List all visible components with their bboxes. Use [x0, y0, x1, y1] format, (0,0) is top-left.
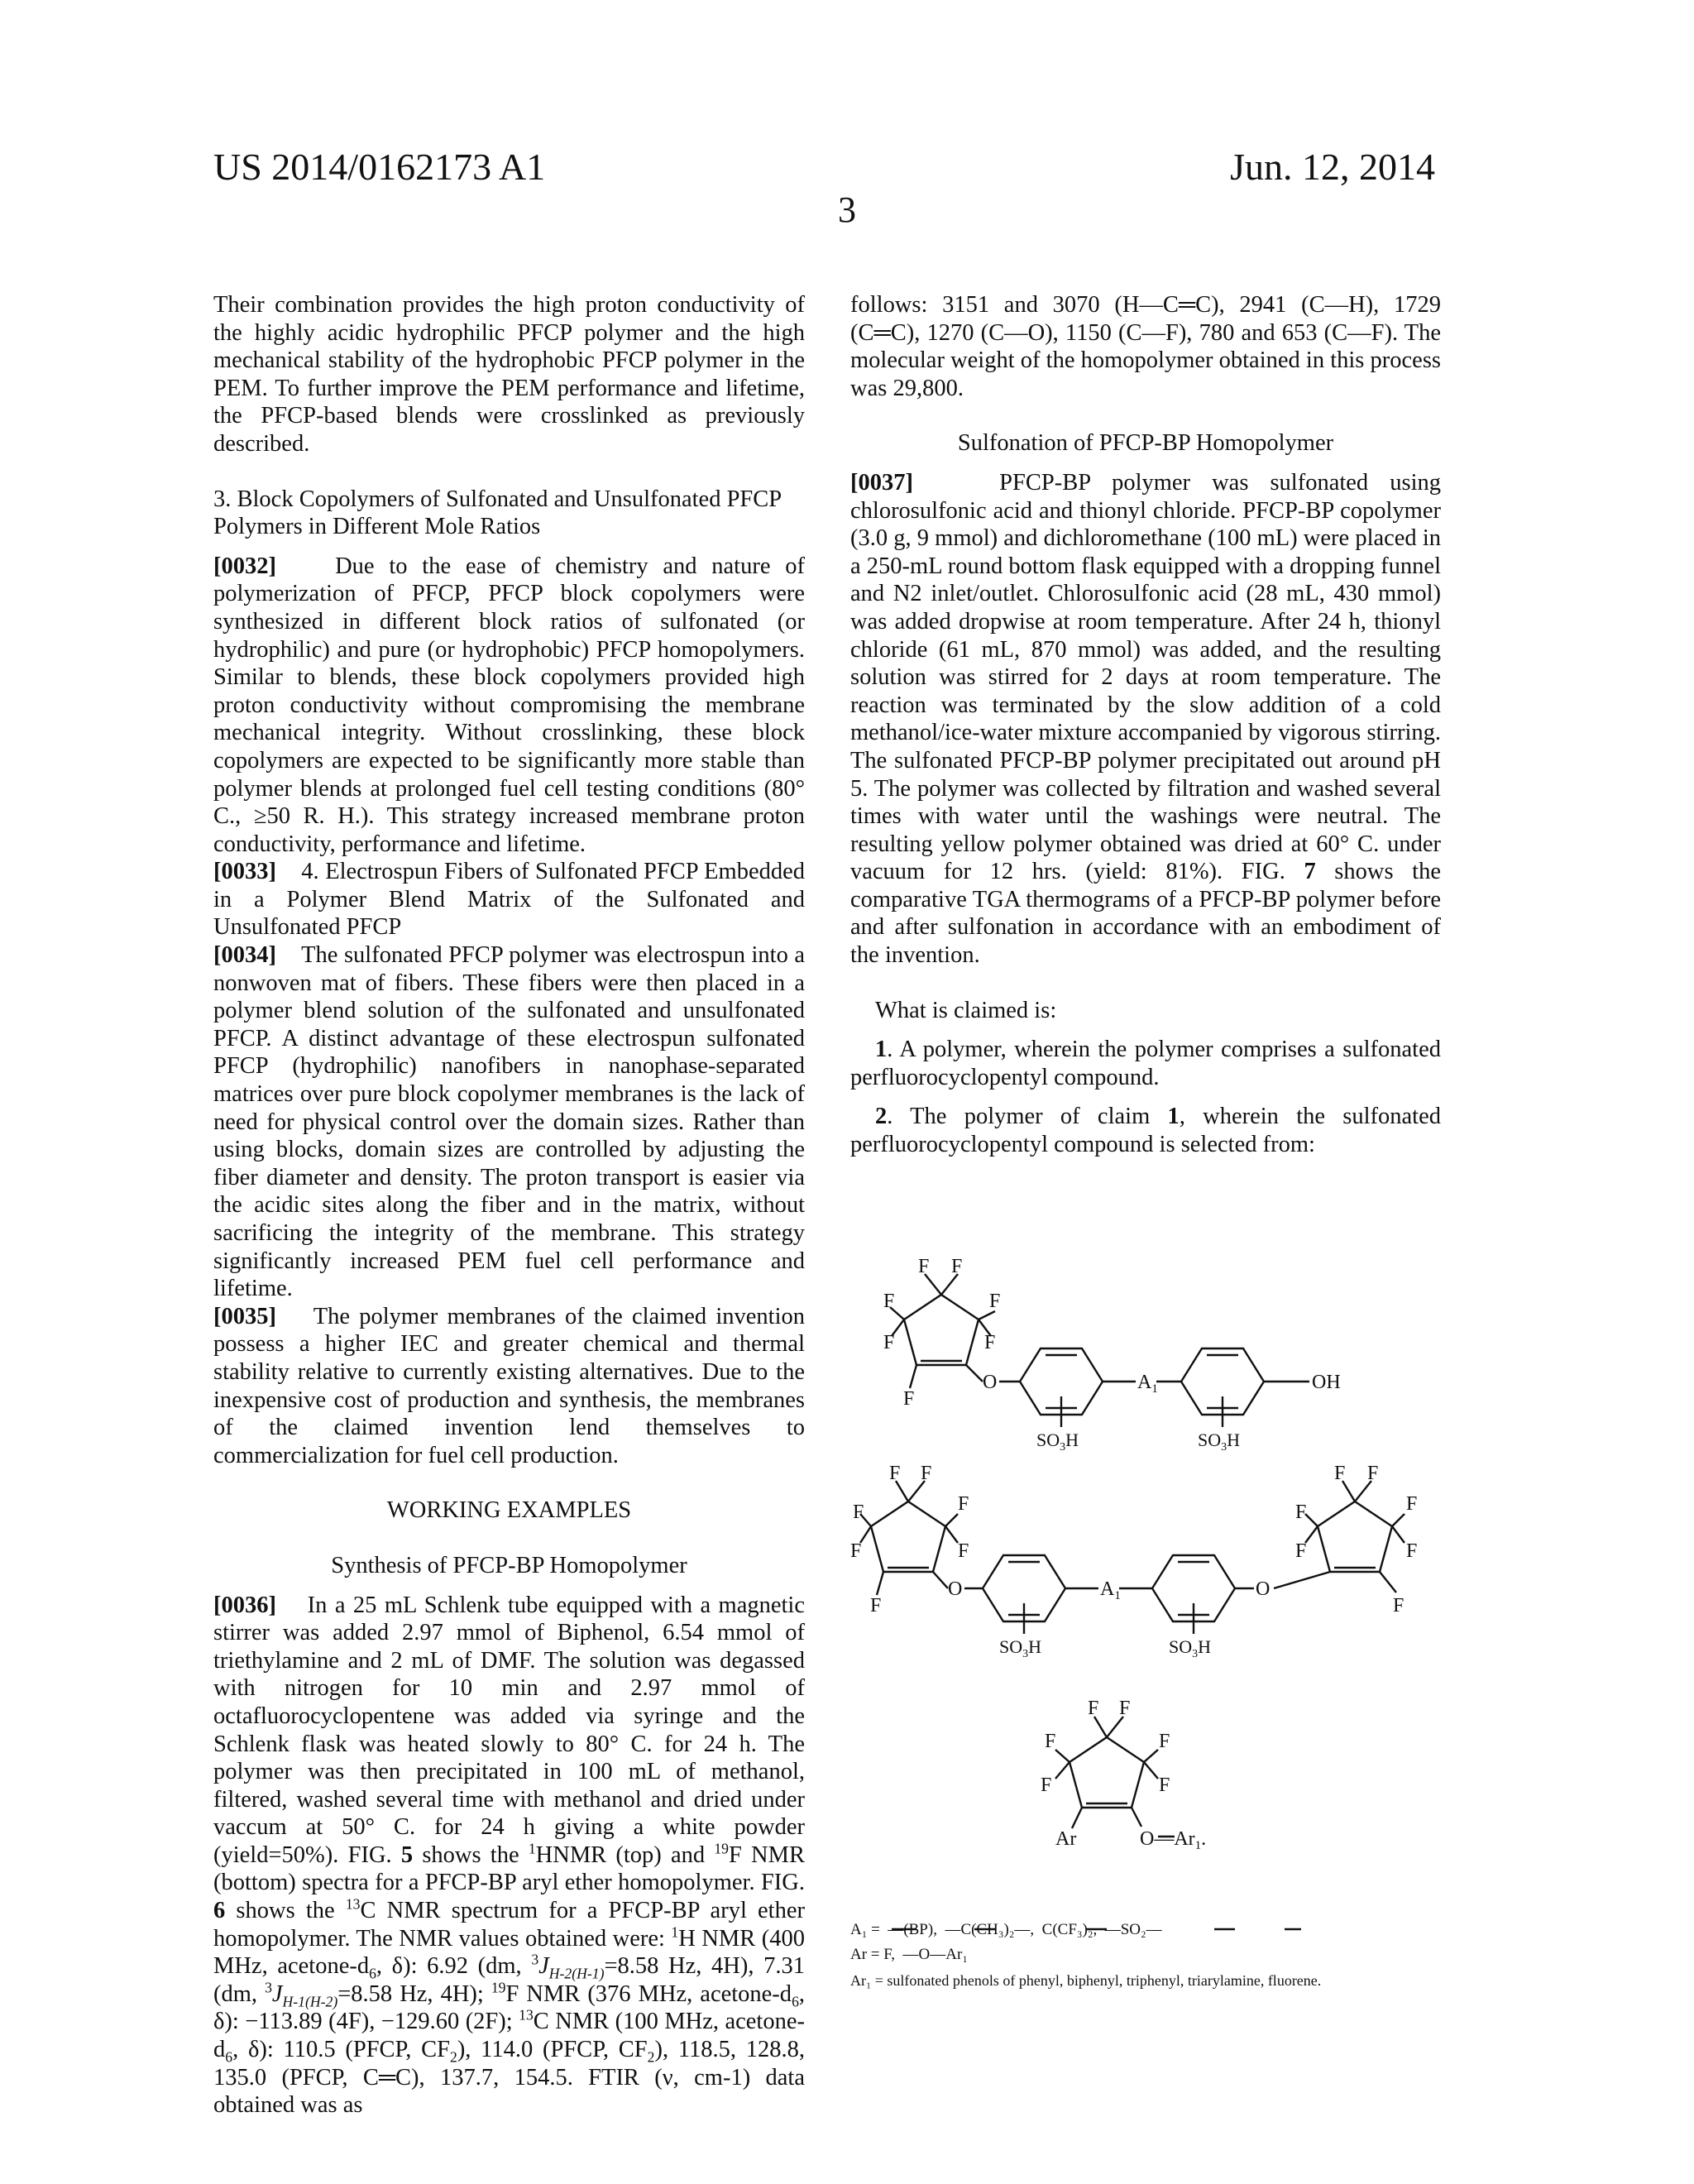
fluorine-label: F [951, 1257, 963, 1277]
text-run: HNMR (top) and [535, 1842, 715, 1868]
legend-ar1: Ar₁ = sulfonated phenols of phenyl, biphenyl, triphenyl, triarylamine, fluorene. [850, 1972, 1322, 1989]
legend-a1: A₁ = —(BP), —C(CH₃)₂—, C(CF₃)₂, —SO₂— [850, 1921, 1162, 1938]
fluorine-label: F [1334, 1463, 1346, 1484]
fluorine-label: F [989, 1291, 1001, 1312]
claim-reference: 1 [1167, 1104, 1180, 1130]
fluorine-label: F [870, 1595, 882, 1616]
text-run: =8.58 Hz, 4H), 7.31 (dm, [213, 1953, 805, 2007]
fluorine-label: F [883, 1332, 895, 1353]
superscript: 13 [519, 2006, 534, 2024]
fluorine-label: F [1045, 1731, 1056, 1752]
fluorine-label: F [1041, 1774, 1052, 1796]
fluorine-label: F [1295, 1540, 1307, 1562]
subscript: H-1(H-2) [282, 1993, 338, 2010]
legend-ar: Ar = F, —O—Ar₁ [850, 1946, 968, 1963]
text-run: F NMR (376 MHz, acetone-d [505, 1980, 792, 2007]
hydroxyl-label: OH [1312, 1372, 1341, 1393]
superscript: 13 [345, 1895, 361, 1913]
paragraph-number: [0037] [850, 469, 913, 496]
fluorine-label: F [1367, 1463, 1379, 1484]
fluorine-label: F [918, 1257, 930, 1277]
sulfonic-acid-label: $SO_3H$ [1169, 1636, 1212, 1660]
paragraph-0034 [213, 941, 805, 1303]
a1-label: $A_1$ [1100, 1578, 1121, 1602]
paragraph-0033 [213, 858, 805, 941]
paragraph-0032 [213, 553, 805, 859]
oxygen-label: O [1256, 1578, 1270, 1600]
superscript: 1 [528, 1840, 536, 1857]
claim-number: 1 [875, 1037, 888, 1063]
coupling-symbol: J [538, 1953, 549, 1980]
sulfonation-heading: Sulfonation of PFCP-BP Homopolymer [957, 430, 1334, 457]
paragraph-0037 [850, 469, 1441, 970]
page-number: 3 [838, 189, 856, 230]
subscript: 6 [792, 1993, 799, 2010]
sulfonic-acid-label: $SO_3H$ [1198, 1430, 1241, 1454]
right-column [850, 291, 1441, 1159]
paragraph-number: [0032] [213, 553, 276, 579]
fluorine-label: F [853, 1502, 864, 1523]
fluorine-label: F [921, 1463, 932, 1484]
paragraph-0035 [213, 1303, 805, 1470]
text-run: H NMR (400 MHz, acetone-d [213, 1925, 805, 1980]
superscript: 19 [490, 1979, 506, 1996]
text-run: shows the [225, 1898, 346, 1924]
working-examples-heading: WORKING EXAMPLES [386, 1497, 632, 1524]
claim-2 [850, 1103, 1441, 1158]
sulfonic-acid-label: $SO_3H$ [1036, 1430, 1079, 1454]
superscript: 3 [265, 1979, 272, 1996]
fluorine-label: F [889, 1463, 901, 1484]
subscript: 6 [225, 2048, 233, 2066]
superscript: 3 [531, 1951, 539, 1968]
fluorine-label: F [1406, 1540, 1418, 1562]
subscript: 6 [369, 1965, 376, 1982]
subscript: H-2(H-1) [548, 1965, 605, 1982]
paragraph-number: [0036] [213, 1592, 276, 1618]
a1-label: $A_1$ [1137, 1372, 1158, 1396]
text-run: C NMR spectrum for a PFCP-BP aryl ether homopolymer. The NMR values obtained were: [213, 1898, 805, 1952]
chemical-structures-svg [850, 1257, 1441, 2002]
text-run: shows the comparative TGA thermograms of a PFCP-BP polymer before and after sulfonation in accordance with an embodiment of the invention. [850, 859, 1441, 969]
text-run: In a 25 mL Schlenk tube equipped with a magnetic stirrer was added 2.97 mmol of Biphenol, 6.54 mmol of triethylamine and 2 mL of DMF. The solution was degassed with nitrogen for 10 min and 2.97 mmol of octafluorocyclopentene was added via syringe and the Schlenk flask was heated slowly to 80° C. for 24 h. The polymer was then precipitated in 100 mL of methanol, filtered, washed several time with methanol and dried under vaccum at 50° C. for 24 h giving a white powder (yield=50%). FIG. [213, 1592, 805, 1868]
fluorine-label: F [1393, 1595, 1404, 1616]
paragraph-text: The polymer membranes of the claimed invention possess a higher IEC and greater chemical and thermal stability relative to currently existing alternatives. Due to the inexpensive cost of production and synthesis, the membranes of the claimed invention lend themselves to commercialization for fuel cell production. [213, 1303, 805, 1468]
text-run: =8.58 Hz, 4H); [337, 1980, 491, 2007]
oxygen-label: O [948, 1578, 963, 1600]
figure-ref: 6 [213, 1898, 226, 1924]
claims-intro: What is claimed is: [875, 997, 1057, 1023]
superscript: 19 [714, 1840, 729, 1857]
fluorine-label: F [984, 1332, 996, 1353]
fluorine-label: F [1088, 1698, 1099, 1719]
publication-date: Jun. 12, 2014 [1230, 146, 1435, 188]
claim-text: , wherein the sulfonated perfluorocyclopentyl compound is selected from: [850, 1104, 1441, 1158]
text-run: PFCP-BP polymer was sulfonated using chlorosulfonic acid and thionyl chloride. PFCP-BP copolymer (3.0 g, 9 mmol) and dichloromethane (100 mL) were placed in a 250-mL round bottom flask equipped with a dropping funnel and N2 inlet/outlet. Chlorosulfonic acid (28 mL, 430 mmol) was added dropwise at room temperature. After 24 h, thionyl chloride (61 mL, 870 mmol) was added, and the resulting solution was stirred for 2 days at room temperature. The reaction was terminated by the slow addition of a cold methanol/ice-water mixture accompanied by vigorous stirring. The sulfonated PFCP-BP polymer precipitated out around pH 5. The polymer was collected by filtration and washed several times with water until the washings were neutral. The resulting yellow polymer obtained was dried at 60° C. under vacuum for 12 hrs. (yield: 81%). FIG. [850, 469, 1441, 885]
figure-ref: 7 [1304, 859, 1316, 885]
left-column [213, 291, 805, 2119]
patent-number: US 2014/0162173 A1 [213, 146, 546, 188]
fluorine-label: F [958, 1493, 969, 1515]
paragraph-text: Due to the ease of chemistry and nature of polymerization of PFCP, PFCP block copolymers were synthesized in different block ratios of sulfonated (or hydrophilic) and pure (or hydrophobic) PFCP homopolymers. Similar to blends, these block copolymers provided high proton conductivity without compromising the membrane mechanical integrity. Without crosslinking, these block copolymers are expected to be significantly more stable than polymer blends at prolonged fuel cell testing conditions (80° C., ≥50 R. H.). This strategy increased membrane proton conductivity, performance and lifetime. [213, 553, 805, 857]
fluorine-label: F [958, 1540, 969, 1562]
paragraph-text: The sulfonated PFCP polymer was electrospun into a nonwoven mat of fibers. These fibers were then placed in a polymer blend solution of the sulfonated and unsulfonated PFCP. A distinct advantage of these electrospun sulfonated PFCP (hydrophilic) nanofibers in nanophase-separated matrices over pure block copolymer membranes is the lack of need for physical control over the domain sizes. Rather than using blocks, domain sizes are controlled by adjusting the fiber diameter and density. The proton transport is easier via the acidic sites along the fiber and in the matrix, without sacrificing the integrity of the membrane. This strategy significantly increased PEM fuel cell performance and lifetime. [213, 942, 805, 1302]
intro-paragraph: Their combination provides the high proton conductivity of the highly acidic hydrophilic PFCP polymer and the high mechanical stability of the hydrophobic PFCP polymer in the PEM. To further improve the PEM performance and lifetime, the PFCP-based blends were crosslinked as previously described. [213, 292, 805, 457]
paragraph-number: [0034] [213, 942, 276, 969]
fluorine-label: F [1159, 1774, 1170, 1796]
section-3-heading: 3. Block Copolymers of Sulfonated and Unsulfonated PFCP Polymers in Different Mole Ratios [213, 486, 782, 540]
coupling-symbol: J [271, 1980, 283, 2007]
sulfonic-acid-label: $SO_3H$ [999, 1636, 1042, 1660]
paragraph-number: [0035] [213, 1303, 276, 1329]
figure-ref: 5 [400, 1842, 414, 1868]
claim-number: 2 [875, 1104, 888, 1130]
text-run: , δ): 6.92 (dm, [376, 1953, 532, 1980]
text-run: ), 118.5, 128.8, 135.0 (PFCP, C═C), 137.7, 154.5. FTIR (ν, cm-1) data obtained was as [213, 2037, 806, 2119]
fluorine-label: F [903, 1388, 915, 1410]
text-run: F NMR (bottom) spectra for a PFCP-BP aryl ether homopolymer. FIG. [213, 1842, 805, 1896]
paragraph-number: [0033] [213, 859, 276, 885]
text-run: shows the [413, 1842, 529, 1868]
aryl-label: Ar [1055, 1828, 1077, 1850]
fluorine-label: F [883, 1291, 895, 1312]
fluorine-label: F [1159, 1731, 1170, 1752]
text-run: C NMR (100 MHz, acetone-d [213, 2009, 805, 2063]
synthesis-heading: Synthesis of PFCP-BP Homopolymer [331, 1552, 687, 1578]
paragraph-0036-continued: follows: 3151 and 3070 (H—C═C), 2941 (C—H), 1729 (C═C), 1270 (C—O), 1150 (C—F), 780 and 653 (C—F). The molecular weight of the homopolymer obtained in this process was 29,800. [850, 292, 1441, 401]
paragraph-text: 4. Electrospun Fibers of Sulfonated PFCP Embedded in a Polymer Blend Matrix of the Sulfonated and Unsulfonated PFCP [213, 859, 805, 941]
fluorine-label: F [1295, 1502, 1307, 1523]
subscript: 2 [449, 2048, 457, 2066]
text-run: , δ): −113.89 (4F), −129.60 (2F); [213, 1980, 806, 2035]
fluorine-label: F [850, 1540, 862, 1562]
chemical-structures [850, 1257, 1441, 2002]
oxygen-label: O [983, 1372, 998, 1393]
claim-text: . The polymer of claim [887, 1104, 1168, 1130]
fluorine-label: F [1119, 1698, 1131, 1719]
subscript: 2 [647, 2048, 655, 2066]
aryloxy-label: $O—Ar_1$. [1140, 1828, 1207, 1852]
paragraph-0036 [213, 1592, 805, 2119]
fluorine-label: F [1406, 1493, 1418, 1515]
text-run: , δ): 110.5 (PFCP, CF [232, 2037, 450, 2063]
text-run: ), 114.0 (PFCP, CF [457, 2037, 648, 2063]
superscript: 1 [671, 1923, 679, 1941]
claim-1 [850, 1036, 1441, 1091]
claim-text: . A polymer, wherein the polymer comprises a sulfonated perfluorocyclopentyl compound. [850, 1037, 1441, 1090]
